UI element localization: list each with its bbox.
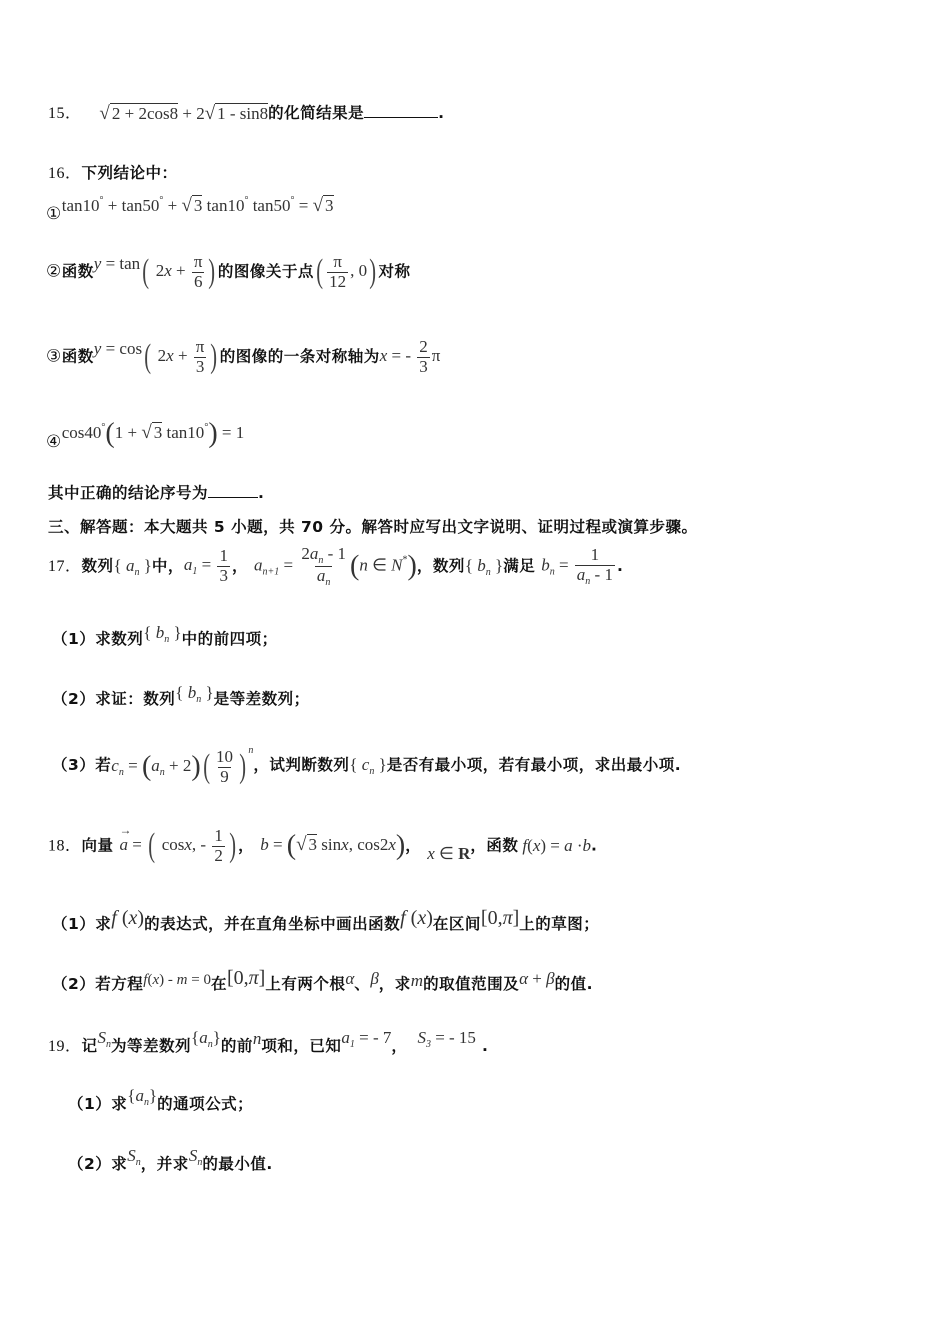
q18-p1-interval: [0,π] [480,907,520,929]
q19-p1-seq: $\{a_n\}$ [127,1085,158,1108]
q18-p2-interval: [0,π] [226,967,266,989]
q19-p2-mid: ，并求 [140,1155,189,1173]
q17-part2 [52,682,310,711]
q16-item3-mid: 的图像的一条对称轴为 [219,347,380,366]
q18-domain: x ∈ R [427,844,471,864]
q15-line [48,100,445,125]
q18-p2-suffix: 的值. [554,975,593,993]
q17-bn-def: $b_n$ = $\frac{1}{a_n - 1}$ [541,545,613,587]
q17-seq-a: { $a_n$ } [113,555,152,578]
q18-function: f(x) = a ·b [522,836,592,856]
q16-intro: 下列结论中： [81,164,178,182]
q18-p1-suffix: 上的草图； [519,915,600,933]
q18-t4: ，函数 [470,836,519,855]
q16-item2-argument: ( 2x + $\frac{\pi}{6}$ ) [142,252,216,291]
q19-t4: 项和，已知 [261,1037,342,1055]
q18-vector-b: b = (√ 3 sinx, cos2x) [260,830,406,862]
q17-p1-suffix: 中的前四项； [181,630,278,648]
q19-end: . [481,1037,489,1055]
q18-p1-label: （1）求 [52,915,112,933]
q17-p1-label: （1）求数列 [52,630,144,648]
q19-t2: 为等差数列 [111,1037,192,1055]
q17-t2: 中， [151,557,184,575]
q18-p2-equation: f(x) - m = 0 [143,972,211,988]
q16-item2 [46,253,411,291]
q16-item1-mark: ① [46,203,62,224]
q18-p2-mid4: 的取值范围及 [423,975,520,993]
q16-item3-argument: ( 2x + $\frac{\pi}{3}$ ) [144,337,218,376]
q19-line [48,1027,489,1058]
q16-answer-line [48,481,264,503]
q19-t1: 记 [81,1037,98,1055]
q18-p2-beta: β [370,968,379,988]
q16-item3-prefix: 函数 [61,347,94,366]
q18-vector-a: a → = ( cosx, - $\frac{1}{2}$ ) [119,823,236,865]
q17-p3-cn-def: $c_n = (a_n + 2)$( $\frac{10}{9}$ ) $^n$ [111,745,254,786]
q17-t5: 满足 [503,557,536,575]
q16-item2-suffix: 对称 [378,262,411,281]
q19-n: n [252,1028,262,1048]
q17-recurrence: $a_{n+1}$ = $\frac{2a_n - 1}{a_n}$ (n ∈ N*) [254,544,417,588]
q17-part1 [52,622,278,651]
q19-t3: 的前 [220,1037,253,1055]
q18-p2-label: （2）若方程 [52,975,144,993]
q17-line [48,545,623,588]
q17-a1: $a_1$ = $\frac{1}{3}$ [183,546,228,585]
q17-t4: ，数列 [416,557,465,575]
q16-item3-function: y = cos [93,339,143,359]
q16-number: 16． [48,165,82,182]
q16-item2-mark: ② [46,261,62,282]
q19-p1-suffix: 的通项公式； [157,1095,254,1113]
q18-t2: ， [238,836,255,855]
q19-s3: $S_3$ = - 15 [417,1027,476,1050]
q18-p2-mid3: ，求 [378,975,411,993]
q18-number: 18． [48,837,82,855]
q18-p2-alpha: α [345,968,355,988]
q16-item4-mark: ④ [46,431,62,452]
q16-item2-point: ( $\frac{\pi}{12}$ , 0) [316,252,377,291]
q18-part2 [52,967,593,996]
q18-p2-mid2: 上有两个根 [265,975,346,993]
q15-text: 的化简结果是 [268,104,365,122]
q17-p3-label: （3）若 [52,756,112,775]
q15-number: 15． [48,105,82,122]
q17-seq-b: { $b_n$ } [464,555,504,578]
section3-heading: 三、解答题：本大题共 5 小题，共 70 分。解答时应写出文字说明、证明过程或演算步骤。 [48,518,698,536]
q15-end: . [438,104,445,122]
q19-number: 19． [48,1038,82,1055]
q16-item2-mid: 的图像关于点 [217,262,314,281]
q16-item4-formula: cos40°(1 + √ 3 tan10°) = 1 [61,418,245,449]
q19-t5: ， [391,1037,408,1055]
q19-sn: $S_n$ [97,1027,112,1050]
q18-p2-mid: 在 [210,975,227,993]
q17-p1-seq: { $b_n$ } [143,622,182,645]
q18-line [48,823,598,865]
q19-p2-suffix: 的最小值. [202,1155,273,1173]
q16-item4 [46,418,245,452]
q19-part1 [68,1085,254,1116]
q17-p2-seq: { $b_n$ } [175,682,214,705]
q18-p1-mid: 的表达式，并在直角坐标中画出函数 [144,915,401,933]
q19-a1: $a_1$ = - 7 [341,1027,392,1050]
q16-item3-axis: x = - $\frac{2}{3}$ π [379,337,441,376]
q16-answer-prompt: 其中正确的结论序号为 [48,484,209,502]
q17-p2-suffix: 是等差数列； [213,690,310,708]
q18-p1-fx2: f (x) [400,907,433,929]
q16-item1 [46,195,334,224]
q16-item2-function: y = tan [93,254,141,274]
q16-item3 [46,338,440,376]
q16-answer-blank[interactable] [208,497,258,498]
q17-number: 17． [48,558,82,575]
q19-p2-sn2: $S_n$ [188,1145,203,1168]
q16-end: . [258,484,265,502]
q19-seq-a: $\{a_n\}$ [191,1027,221,1050]
q18-p2-m: m [410,970,424,990]
q16-item1-formula: tan10° + tan50° + √ 3 tan10° tan50° = √ 3 [61,195,334,216]
q17-p3-mid: ，试判断数列 [253,756,350,775]
q18-p2-sum: α + β [519,968,555,988]
q18-t1: 向量 [81,836,114,855]
q18-p1-mid2: 在区间 [432,915,481,933]
q16-intro-line [48,160,178,183]
q18-end: . [591,836,598,855]
q16-item3-mark: ③ [46,346,62,367]
q18-part1 [52,907,600,936]
q17-end: . [616,557,624,575]
q17-p3-seq: { $c_n$ } [349,754,387,777]
q18-p1-fx: f (x) [111,907,145,929]
q15-answer-blank[interactable] [364,117,438,118]
q18-t3: ， [405,836,422,855]
q17-t1: 数列 [81,557,114,575]
q16-item2-prefix: 函数 [61,262,94,281]
q17-p3-suffix: 是否有最小项，若有最小项，求出最小项. [386,756,682,775]
q19-p2-sn: $S_n$ [127,1145,141,1168]
q19-p2-label: （2）求 [68,1155,128,1173]
q15-formula: √ 2 + 2cos8 + 2√ 1 - sin8 [99,102,269,124]
q17-t3: ， [231,557,248,575]
q19-p1-label: （1）求 [68,1095,128,1113]
q17-part3 [52,745,681,786]
q17-p2-label: （2）求证：数列 [52,690,176,708]
q19-part2 [68,1145,273,1176]
q18-p2-sep: 、 [354,975,371,993]
